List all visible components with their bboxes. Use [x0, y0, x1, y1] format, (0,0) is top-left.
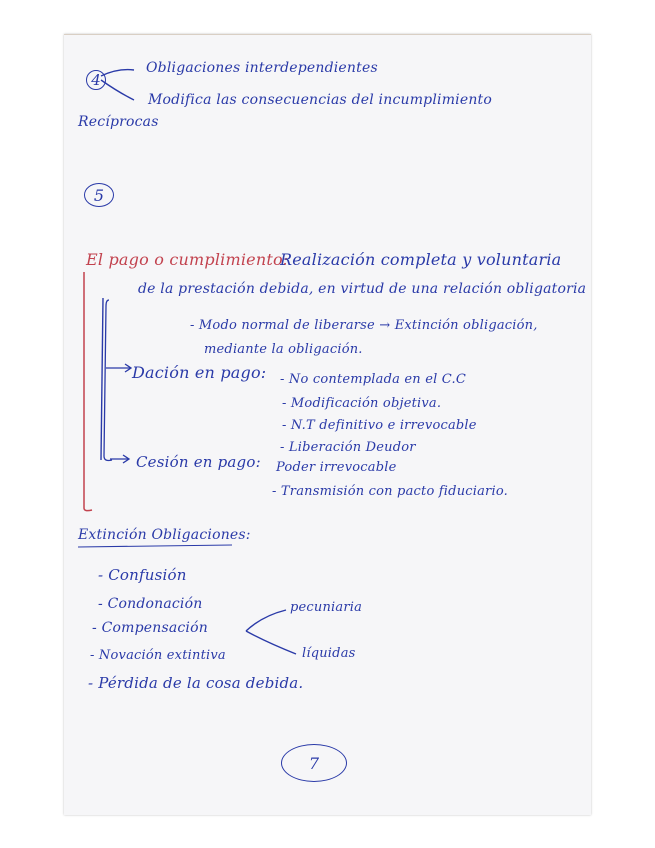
page-number-circle	[281, 744, 347, 782]
cesion-label: Cesión en pago:	[136, 453, 261, 471]
dacion-item-1: - No contemplada en el C.C	[280, 372, 466, 387]
pago-modo-line-2: mediante la obligación.	[204, 342, 363, 357]
pago-definition-line-1: Realización completa y voluntaria	[280, 250, 562, 269]
fork-upper-stroke	[101, 70, 134, 76]
dacion-item-4: - Liberación Deudor	[280, 440, 416, 455]
compensacion-branch-pecuniaria: pecuniaria	[290, 600, 363, 615]
extincion-title: Extinción Obligaciones:	[78, 527, 251, 543]
item-4-circle	[86, 70, 106, 90]
item-5-number: 5	[93, 185, 105, 205]
dacion-label: Dación en pago:	[132, 363, 267, 382]
red-bracket-line	[84, 272, 92, 511]
blue-bracket-outer	[101, 298, 103, 460]
cesion-item-1: Poder irrevocable	[276, 460, 397, 475]
extincion-item-condonacion: - Condonación	[98, 596, 203, 612]
item-4-line-3: Recíprocas	[78, 114, 159, 130]
pago-definition-line-2: de la prestación debida, en virtud de una relación obligatoria	[138, 281, 587, 297]
extincion-item-novacion: - Novación extintiva	[90, 648, 226, 663]
extincion-item-perdida: - Pérdida de la cosa debida.	[88, 674, 304, 692]
pago-modo-line-1: - Modo normal de liberarse → Extinción obligación,	[190, 318, 538, 333]
item-5-circle	[84, 183, 114, 207]
item-4-number: 4	[91, 71, 101, 89]
dacion-item-3: - N.T definitivo e irrevocable	[282, 418, 477, 433]
extincion-item-confusion: - Confusión	[98, 566, 187, 584]
dacion-item-2: - Modificación objetiva.	[282, 396, 442, 411]
item-4-line-2: Modifica las consecuencias del incumplimiento	[148, 92, 493, 108]
cesion-item-2: - Transmisión con pacto fiduciario.	[272, 484, 508, 499]
item-4-line-1: Obligaciones interdependientes	[146, 60, 378, 76]
compensacion-branch-liquidas: líquidas	[302, 646, 356, 661]
page-number: 7	[308, 753, 320, 773]
compensacion-fork-upper	[246, 610, 286, 631]
compensacion-fork-lower	[246, 631, 296, 654]
pago-title: El pago o cumplimiento:	[86, 250, 289, 269]
extincion-underline	[78, 545, 232, 547]
extincion-item-compensacion: - Compensación	[92, 620, 208, 636]
fork-lower-stroke	[101, 80, 134, 100]
blue-bracket-inner	[104, 300, 112, 461]
